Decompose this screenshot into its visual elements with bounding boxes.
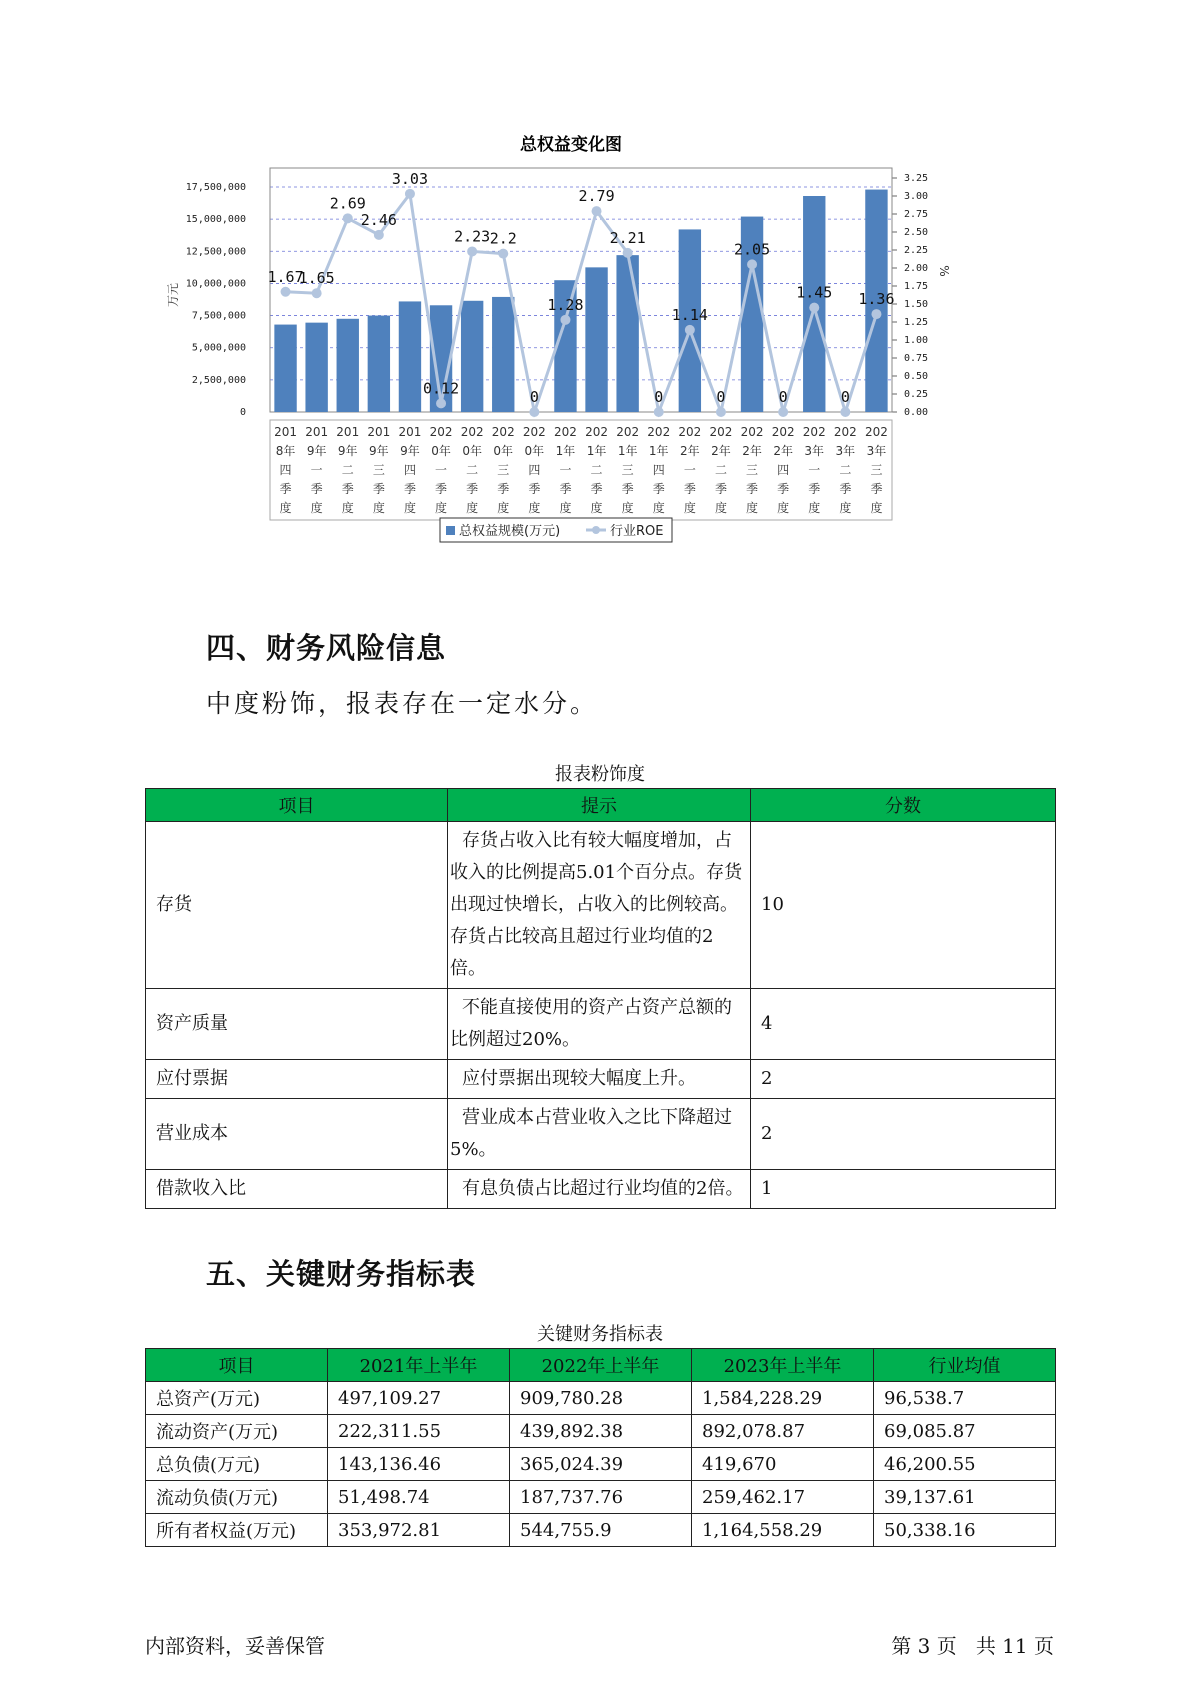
section5-heading: 五、关键财务指标表: [206, 1257, 477, 1291]
roe-data-label: 2.2: [489, 229, 517, 248]
roe-data-label: 0: [778, 388, 788, 406]
roe-point: [467, 246, 477, 256]
roe-data-label: 0: [654, 388, 664, 406]
kpi-cell: 69,085.87: [874, 1415, 1056, 1448]
y-tick-label: 15,000,000: [185, 214, 246, 226]
kpi-cell: 353,972.81: [328, 1514, 510, 1547]
y2-tick-label: 1.50: [904, 299, 929, 310]
kpi-cell: 流动负债(万元): [146, 1481, 328, 1514]
risk-table-header: [146, 789, 1056, 822]
table-row: [146, 1060, 1056, 1099]
roe-point: [685, 325, 695, 335]
kpi-table: [145, 1348, 1056, 1547]
roe-point: [840, 407, 850, 417]
x-tick-label: 202 0年四季度: [522, 425, 546, 515]
table-row: [146, 1099, 1056, 1170]
kpi-cell: 51,498.74: [328, 1481, 510, 1514]
roe-data-label: 2.21: [609, 228, 646, 247]
kpi-table-caption: 关键财务指标表: [537, 1324, 663, 1345]
x-tick-label: 202 2年三季度: [740, 425, 764, 515]
kpi-cell: 流动资产(万元): [146, 1415, 328, 1448]
roe-point: [592, 206, 602, 216]
table-row: [146, 822, 1056, 989]
x-tick-label: 202 3年三季度: [864, 425, 888, 515]
kpi-header: 2021年上半年: [328, 1349, 510, 1382]
legend-bar-swatch: [446, 526, 455, 535]
roe-point: [809, 303, 819, 313]
x-tick-label: 202 1年四季度: [647, 425, 671, 515]
risk-table: [145, 788, 1056, 1209]
bar: [305, 323, 327, 412]
roe-point: [312, 288, 322, 298]
roe-point: [405, 189, 415, 199]
kpi-cell: 143,136.46: [328, 1448, 510, 1481]
kpi-cell: 497,109.27: [328, 1382, 510, 1415]
section4-paragraph: 中度粉饰，报表存在一定水分。: [206, 689, 599, 718]
table-row: [146, 989, 1056, 1060]
x-tick-label: 202 1年一季度: [553, 425, 577, 515]
x-tick-label: 201 9年四季度: [398, 425, 422, 515]
x-tick-label: 201 9年二季度: [336, 425, 360, 515]
risk-score: 10: [751, 822, 1056, 989]
roe-data-label: 0: [529, 388, 539, 406]
roe-point: [778, 407, 788, 417]
y-tick-label: 2,500,000: [191, 374, 246, 386]
equity-chart: [150, 130, 1050, 590]
risk-item: 应付票据: [146, 1060, 448, 1099]
table-row: [146, 1481, 1056, 1514]
roe-data-label: 1.65: [298, 269, 335, 288]
y2-tick-label: 0.50: [904, 371, 929, 382]
kpi-cell: 96,538.7: [874, 1382, 1056, 1415]
roe-data-label: 1.28: [547, 295, 584, 314]
roe-data-label: 0: [716, 388, 726, 406]
bar: [368, 316, 390, 412]
kpi-cell: 222,311.55: [328, 1415, 510, 1448]
roe-data-label: 1.36: [858, 290, 895, 309]
kpi-cell: 所有者权益(万元): [146, 1514, 328, 1547]
roe-point: [623, 248, 633, 258]
x-tick-label: 202 2年一季度: [678, 425, 702, 515]
bar: [492, 297, 514, 412]
y-tick-label: 5,000,000: [191, 342, 246, 354]
x-tick-label: 202 1年二季度: [585, 425, 609, 515]
kpi-cell: 439,892.38: [510, 1415, 692, 1448]
roe-data-label: 2.69: [329, 194, 366, 213]
y2-tick-label: 1.25: [904, 317, 929, 328]
kpi-cell: 46,200.55: [874, 1448, 1056, 1481]
legend-line-label: 行业ROE: [610, 524, 664, 539]
roe-data-label: 2.46: [360, 210, 397, 229]
risk-item: 营业成本: [146, 1099, 448, 1170]
y2-tick-label: 1.75: [904, 281, 929, 292]
x-tick-label: 202 2年四季度: [771, 425, 795, 515]
kpi-cell: 1,584,228.29: [692, 1382, 874, 1415]
roe-data-label: 1.67: [267, 267, 304, 286]
roe-point: [281, 287, 291, 297]
roe-point: [498, 249, 508, 259]
kpi-table-header: [146, 1349, 1056, 1382]
x-tick-label: 202 3年一季度: [802, 425, 826, 515]
risk-score: 4: [751, 989, 1056, 1060]
table-row: [146, 1170, 1056, 1209]
bar: [461, 301, 483, 412]
y2-tick-label: 0.75: [904, 353, 929, 364]
risk-item: 资产质量: [146, 989, 448, 1060]
roe-data-label: 0.12: [422, 379, 460, 398]
roe-point: [560, 315, 570, 325]
roe-point: [529, 407, 539, 417]
roe-point: [654, 407, 664, 417]
chart-title: 总权益变化图: [520, 135, 622, 155]
bar: [274, 325, 296, 412]
risk-hint: 存货占收入比有较大幅度增加，占收入的比例提高5.01个百分点。存货出现过快增长，占收入的比例较高。存货占比较高且超过行业均值的2倍。: [448, 822, 751, 989]
roe-point: [716, 407, 726, 417]
kpi-cell: 365,024.39: [510, 1448, 692, 1481]
roe-point: [343, 213, 353, 223]
kpi-cell: 419,670: [692, 1448, 874, 1481]
legend-bar-label: 总权益规模(万元): [459, 524, 561, 539]
table-row: [146, 1382, 1056, 1415]
risk-table-caption: 报表粉饰度: [555, 764, 645, 785]
risk-score: 1: [751, 1170, 1056, 1209]
x-label-frame: [270, 420, 892, 520]
risk-hint: 不能直接使用的资产占资产总额的比例超过20%。: [448, 989, 751, 1060]
y2-tick-label: 2.75: [904, 209, 929, 220]
y2-tick-label: 0.25: [904, 389, 929, 400]
equity-chart-svg: [150, 130, 1050, 590]
roe-point: [871, 309, 881, 319]
risk-header-score: 分数: [751, 789, 1056, 822]
bar: [616, 255, 638, 412]
y-tick-label: 17,500,000: [185, 182, 246, 193]
y2-tick-label: 3.25: [904, 173, 929, 184]
y2-tick-label: 2.00: [904, 263, 929, 274]
x-tick-label: 202 3年二季度: [833, 425, 857, 515]
y2-axis-label: %: [937, 265, 951, 277]
x-tick-label: 201 9年三季度: [367, 425, 391, 515]
kpi-cell: 总资产(万元): [146, 1382, 328, 1415]
x-tick-label: 202 1年三季度: [616, 425, 640, 515]
x-tick-label: 202 2年二季度: [709, 425, 733, 515]
kpi-cell: 544,755.9: [510, 1514, 692, 1547]
roe-data-label: 2.05: [733, 240, 771, 259]
roe-point: [747, 259, 757, 269]
roe-data-label: 1.45: [796, 283, 833, 302]
y2-tick-label: 2.25: [904, 245, 929, 256]
kpi-cell: 1,164,558.29: [692, 1514, 874, 1547]
kpi-cell: 909,780.28: [510, 1382, 692, 1415]
kpi-cell: 39,137.61: [874, 1481, 1056, 1514]
x-tick-label: 201 9年一季度: [305, 425, 329, 515]
risk-item: 借款收入比: [146, 1170, 448, 1209]
risk-score: 2: [751, 1099, 1056, 1170]
risk-score: 2: [751, 1060, 1056, 1099]
roe-data-label: 2.79: [578, 187, 615, 206]
kpi-header: 项目: [146, 1349, 328, 1382]
bar: [337, 319, 359, 412]
risk-header-hint: 提示: [448, 789, 751, 822]
table-row: [146, 1514, 1056, 1547]
footer-left: 内部资料，妥善保管: [145, 1634, 325, 1658]
y2-tick-label: 1.00: [904, 335, 929, 346]
roe-data-label: 1.14: [671, 305, 708, 324]
y2-tick-label: 2.50: [904, 227, 929, 238]
x-tick-label: 202 0年一季度: [429, 425, 453, 515]
footer-page-number: 第 3 页 共 11 页: [891, 1634, 1054, 1658]
kpi-header: 行业均值: [874, 1349, 1056, 1382]
risk-hint: 应付票据出现较大幅度上升。: [448, 1060, 751, 1099]
kpi-header: 2022年上半年: [510, 1349, 692, 1382]
y-tick-label: 10,000,000: [185, 278, 246, 290]
risk-hint: 有息负债占比超过行业均值的2倍。: [448, 1170, 751, 1209]
kpi-header: 2023年上半年: [692, 1349, 874, 1382]
x-tick-label: 202 0年二季度: [460, 425, 484, 515]
table-row: [146, 1448, 1056, 1481]
kpi-cell: 259,462.17: [692, 1481, 874, 1514]
x-tick-label: 202 0年三季度: [491, 425, 515, 515]
legend-line-marker: [592, 526, 600, 534]
kpi-cell: 50,338.16: [874, 1514, 1056, 1547]
kpi-cell: 187,737.76: [510, 1481, 692, 1514]
bar: [585, 267, 607, 412]
risk-hint: 营业成本占营业收入之比下降超过5%。: [448, 1099, 751, 1170]
x-tick-label: 201 8年四季度: [274, 425, 298, 515]
bar: [399, 301, 421, 412]
section4-heading: 四、财务风险信息: [206, 631, 447, 665]
y-axis-label: 万元: [166, 282, 180, 308]
roe-point: [374, 230, 384, 240]
kpi-cell: 892,078.87: [692, 1415, 874, 1448]
roe-data-label: 2.23: [454, 227, 491, 246]
risk-header-item: 项目: [146, 789, 448, 822]
table-row: [146, 1415, 1056, 1448]
y-tick-label: 7,500,000: [191, 310, 246, 322]
risk-item: 存货: [146, 822, 448, 989]
roe-data-label: 3.03: [391, 169, 429, 188]
y-tick-label: 12,500,000: [185, 246, 246, 258]
y2-tick-label: 3.00: [904, 191, 929, 202]
y2-tick-label: 0.00: [904, 407, 929, 418]
roe-data-label: 0: [840, 388, 850, 406]
y-tick-label: 0: [239, 407, 246, 418]
kpi-cell: 总负债(万元): [146, 1448, 328, 1481]
roe-point: [436, 398, 446, 408]
